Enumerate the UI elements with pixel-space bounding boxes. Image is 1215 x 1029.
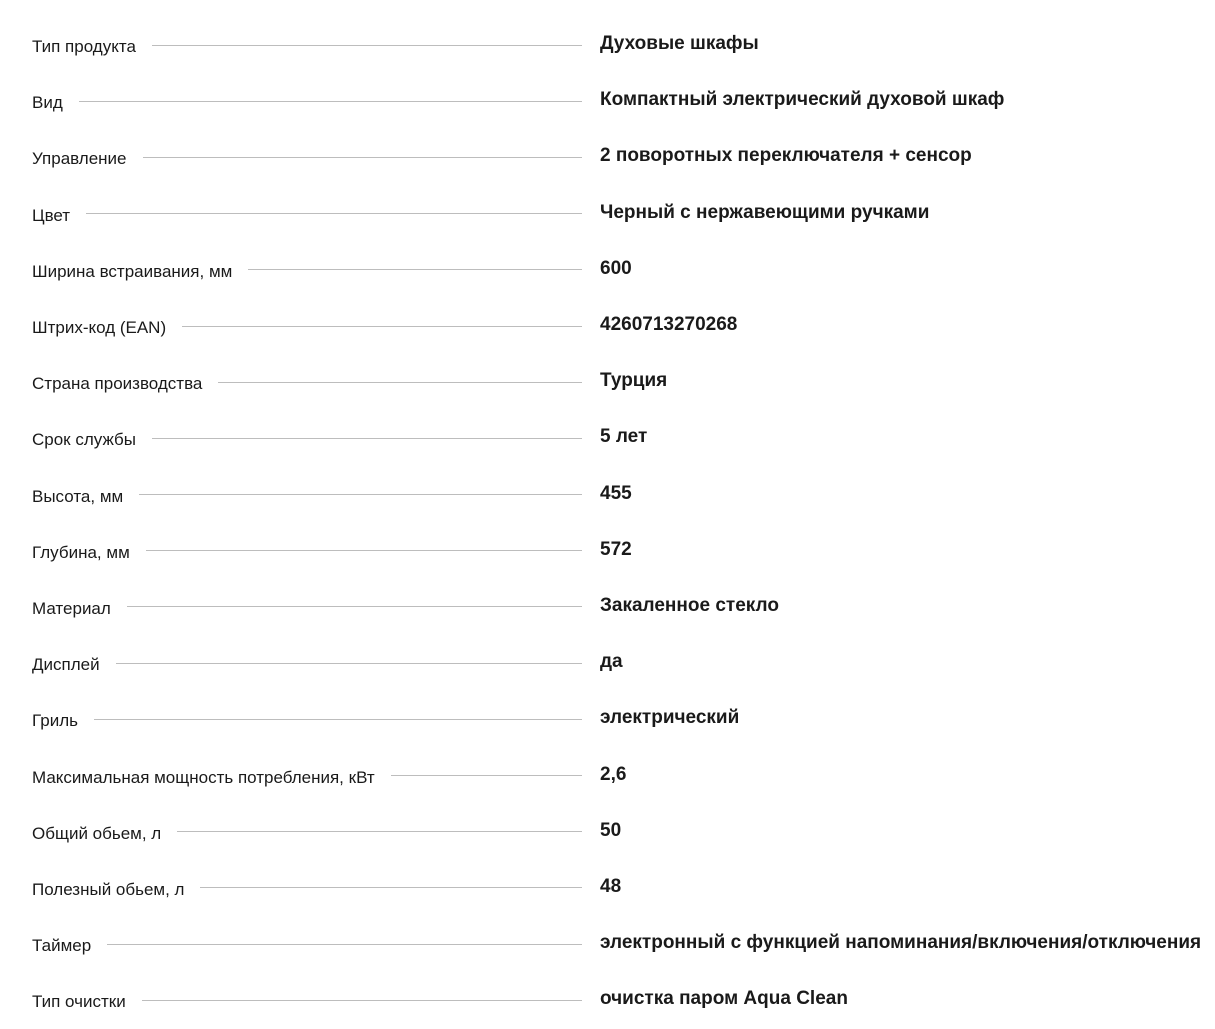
spec-label-wrapper [32,542,582,562]
spec-label-wrapper [32,710,582,730]
spec-value: 4260713270268 [600,314,738,336]
spec-leader-line [143,157,582,158]
spec-leader-line [218,382,582,383]
spec-row-built-in-width [32,243,1215,299]
spec-row-kind [32,74,1215,130]
spec-label: Максимальная мощность потребления, кВт [32,767,375,787]
spec-label-wrapper [32,935,582,955]
spec-row-depth [32,524,1215,580]
spec-value: Компактный электрический духовой шкаф [600,89,1005,111]
spec-leader-line [248,269,582,270]
spec-leader-line [142,1000,582,1001]
spec-value: электрический [600,707,740,729]
spec-leader-line [79,101,582,102]
spec-label-wrapper [32,205,582,225]
spec-label-wrapper [32,317,582,337]
spec-row-total-volume [32,805,1215,861]
spec-leader-line [116,663,582,664]
spec-label-wrapper [32,92,582,112]
spec-label-wrapper [32,598,582,618]
spec-label-wrapper [32,823,582,843]
spec-label-wrapper [32,486,582,506]
spec-value: 50 [600,819,622,841]
spec-leader-line [94,719,582,720]
spec-value: 2 поворотных переключателя + сенсор [600,145,972,167]
spec-value: Закаленное стекло [600,594,779,616]
spec-label: Общий обьем, л [32,823,162,843]
spec-label: Дисплей [32,655,100,675]
spec-row-barcode [32,299,1215,355]
spec-leader-line [152,45,582,46]
spec-label: Вид [32,93,63,113]
spec-label-wrapper [32,767,582,787]
spec-label: Глубина, мм [32,542,130,562]
spec-value: 48 [600,875,622,897]
spec-row-control [32,130,1215,186]
spec-label: Гриль [32,711,78,731]
spec-leader-line [146,550,582,551]
spec-label-wrapper [32,879,582,899]
spec-leader-line [152,438,582,439]
spec-row-material [32,580,1215,636]
spec-label-wrapper [32,654,582,674]
spec-label-wrapper [32,148,582,168]
spec-value: очистка паром Aqua Clean [600,988,848,1010]
spec-label: Штрих-код (EAN) [32,318,167,338]
spec-leader-line [200,887,582,888]
spec-label-wrapper [32,429,582,449]
spec-label-wrapper [32,36,582,56]
spec-row-timer [32,917,1215,973]
spec-label: Тип продукта [32,37,136,57]
spec-label-wrapper [32,261,582,281]
spec-row-service-life [32,411,1215,467]
spec-leader-line [127,606,582,607]
spec-label: Материал [32,598,111,618]
spec-label: Таймер [32,936,92,956]
spec-leader-line [391,775,582,776]
spec-row-display [32,636,1215,692]
product-spec-list [32,18,1215,1029]
spec-row-country [32,355,1215,411]
spec-row-color [32,187,1215,243]
spec-leader-line [177,831,582,832]
spec-label: Ширина встраивания, мм [32,261,233,281]
spec-label: Страна производства [32,374,203,394]
spec-value: да [600,651,623,673]
spec-value: 2,6 [600,763,627,785]
spec-label: Полезный обьем, л [32,879,185,899]
spec-label-wrapper [32,373,582,393]
spec-row-cleaning-type [32,973,1215,1029]
spec-row-product-type [32,18,1215,74]
spec-label: Цвет [32,205,71,225]
spec-value: Турция [600,370,668,392]
spec-row-max-power [32,748,1215,804]
spec-label-wrapper [32,991,582,1011]
spec-label: Управление [32,149,127,169]
spec-value: Черный с нержавеющими ручками [600,201,930,223]
spec-leader-line [139,494,582,495]
spec-row-grill [32,692,1215,748]
spec-row-useful-volume [32,861,1215,917]
spec-label: Высота, мм [32,486,124,506]
spec-value: 572 [600,538,632,560]
spec-label: Срок службы [32,430,136,450]
spec-value: 5 лет [600,426,648,448]
spec-label: Тип очистки [32,992,126,1012]
spec-value: 600 [600,257,632,279]
spec-leader-line [182,326,582,327]
spec-value: Духовые шкафы [600,33,759,55]
spec-row-height [32,468,1215,524]
spec-leader-line [107,944,582,945]
spec-value: 455 [600,482,632,504]
spec-leader-line [86,213,582,214]
spec-value: электронный с функцией напоминания/включения/отключения [600,932,1202,954]
